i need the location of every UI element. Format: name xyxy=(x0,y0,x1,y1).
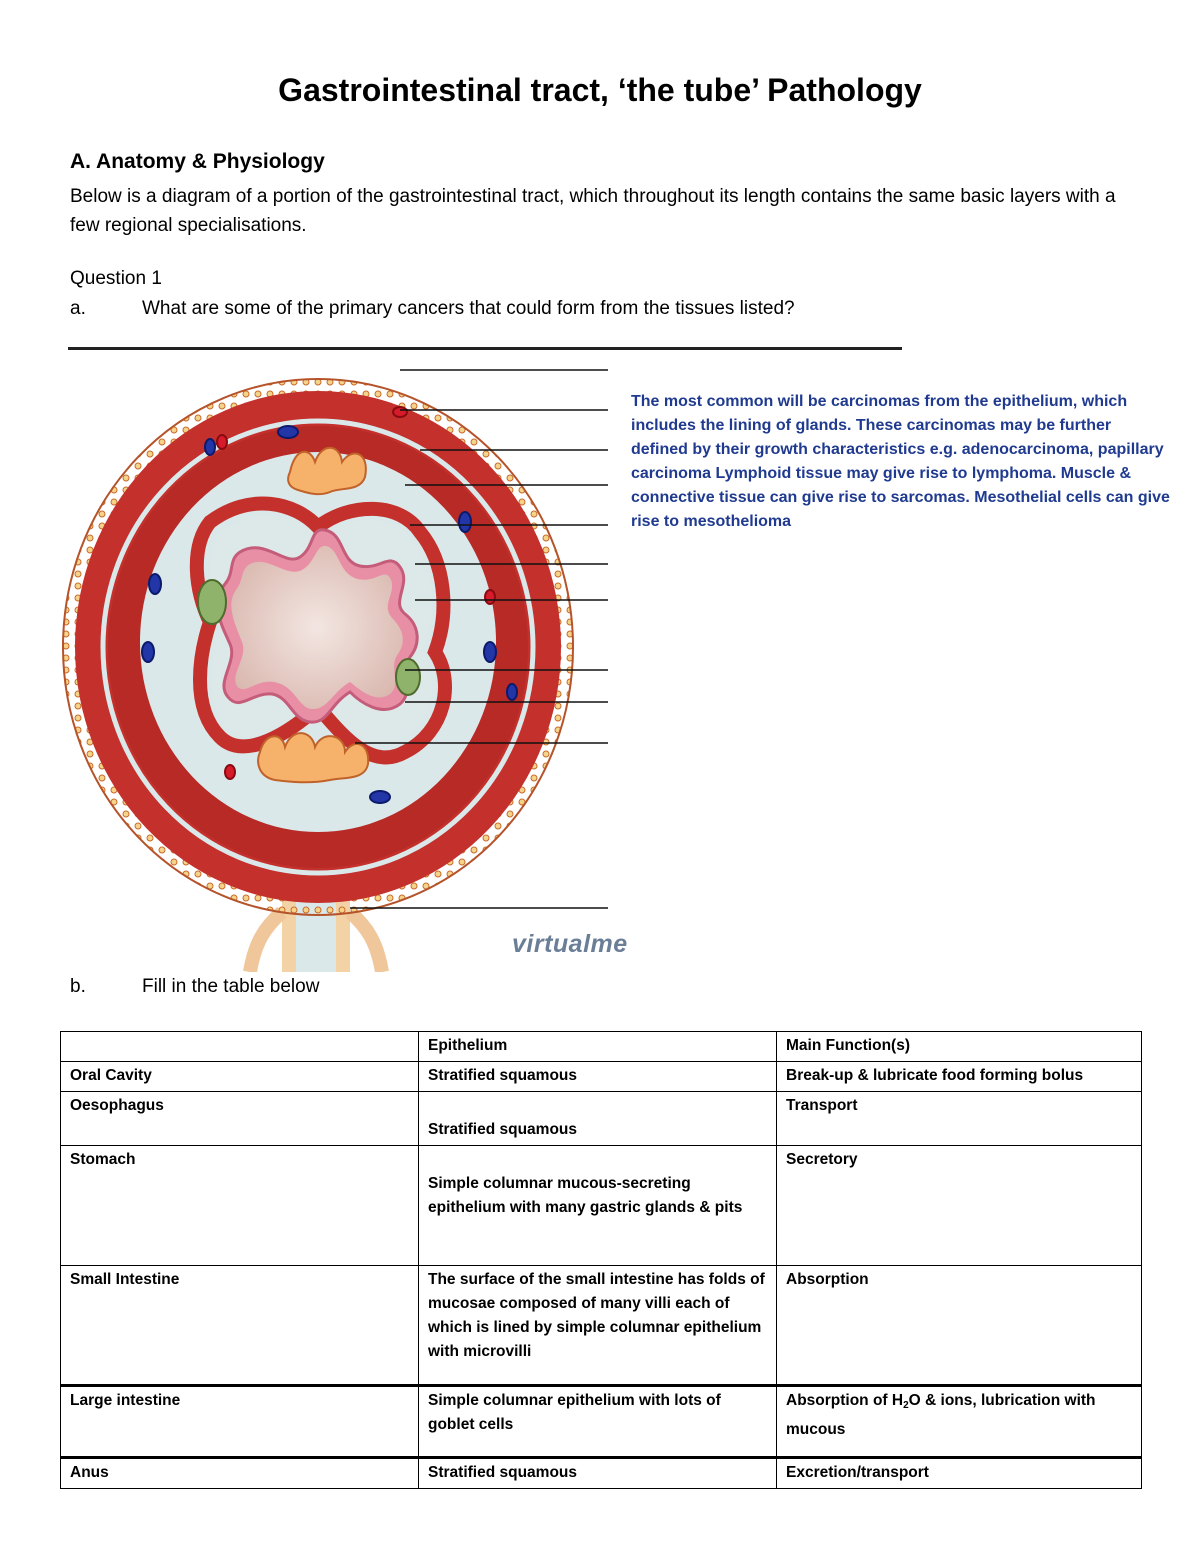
table-header-cell: Main Function(s) xyxy=(777,1032,1142,1062)
divider-line xyxy=(68,347,902,350)
gi-regions-table xyxy=(60,1031,1142,1489)
page-title: Gastrointestinal tract, ‘the tube’ Pathology xyxy=(278,72,922,108)
intro-paragraph: Below is a diagram of a portion of the gastrointestinal tract, which throughout its length contains the same basic layers with a few regional specialisations. xyxy=(70,186,1116,236)
question-a-text: What are some of the primary cancers that could form from the tissues listed? xyxy=(142,298,795,319)
epithelium-cell xyxy=(419,1146,777,1266)
epithelium-text: Stratified squamous xyxy=(428,1121,577,1138)
epithelium-cell: The surface of the small intestine has folds of mucosae composed of many villi each of which is lined by simple columnar epithelium with microvilli xyxy=(419,1266,777,1386)
function-text-pre: Absorption of H xyxy=(786,1392,904,1409)
function-cell xyxy=(777,1386,1142,1458)
region-cell: Oesophagus xyxy=(61,1092,419,1146)
function-text-post: O & ions, lubrication with mucous xyxy=(786,1392,1096,1438)
function-cell: Excretion/transport xyxy=(777,1458,1142,1489)
question-a-letter: a. xyxy=(70,298,86,319)
epithelium-cell: Stratified squamous xyxy=(419,1458,777,1489)
gi-tract-cross-section-diagram xyxy=(60,352,630,972)
question-b-text: Fill in the table below xyxy=(142,976,320,997)
epithelium-cell: Stratified squamous xyxy=(419,1062,777,1092)
table-header-cell: Epithelium xyxy=(419,1032,777,1062)
function-cell: Absorption xyxy=(777,1266,1142,1386)
function-cell: Transport xyxy=(777,1092,1142,1146)
function-cell: Secretory xyxy=(777,1146,1142,1266)
table-row xyxy=(61,1266,1142,1386)
question-b-letter: b. xyxy=(70,976,86,997)
region-cell: Large intestine xyxy=(61,1386,419,1458)
section-heading: A. Anatomy & Physiology xyxy=(70,150,325,173)
table-row xyxy=(61,1458,1142,1489)
subscript-2: 2 xyxy=(903,1400,909,1411)
table-row xyxy=(61,1146,1142,1266)
epithelium-cell: Simple columnar epithelium with lots of goblet cells xyxy=(419,1386,777,1458)
region-cell: Oral Cavity xyxy=(61,1062,419,1092)
region-cell: Anus xyxy=(61,1458,419,1489)
diagram-watermark: virtualme xyxy=(512,930,628,958)
table-row xyxy=(61,1062,1142,1092)
function-cell: Break-up & lubricate food forming bolus xyxy=(777,1062,1142,1092)
table-header-cell xyxy=(61,1032,419,1062)
epithelium-text: Simple columnar mucous-secreting epithelium with many gastric glands & pits xyxy=(428,1175,743,1216)
table-header-row xyxy=(61,1032,1142,1062)
answer-a-text: The most common will be carcinomas from the epithelium, which includes the lining of glands. These carcinomas may be further defined by their growth characteristics e.g. adenocarcinoma, papillary carcinoma Lymphoid tissue may give rise to lymphoma. Muscle & connective tissue can give rise to sarcomas. Mesothelial cells can give rise to mesothelioma xyxy=(631,393,1170,530)
region-cell: Small Intestine xyxy=(61,1266,419,1386)
question-label: Question 1 xyxy=(70,268,162,289)
epithelium-cell xyxy=(419,1092,777,1146)
region-cell: Stomach xyxy=(61,1146,419,1266)
table-row xyxy=(61,1386,1142,1458)
table-row xyxy=(61,1092,1142,1146)
